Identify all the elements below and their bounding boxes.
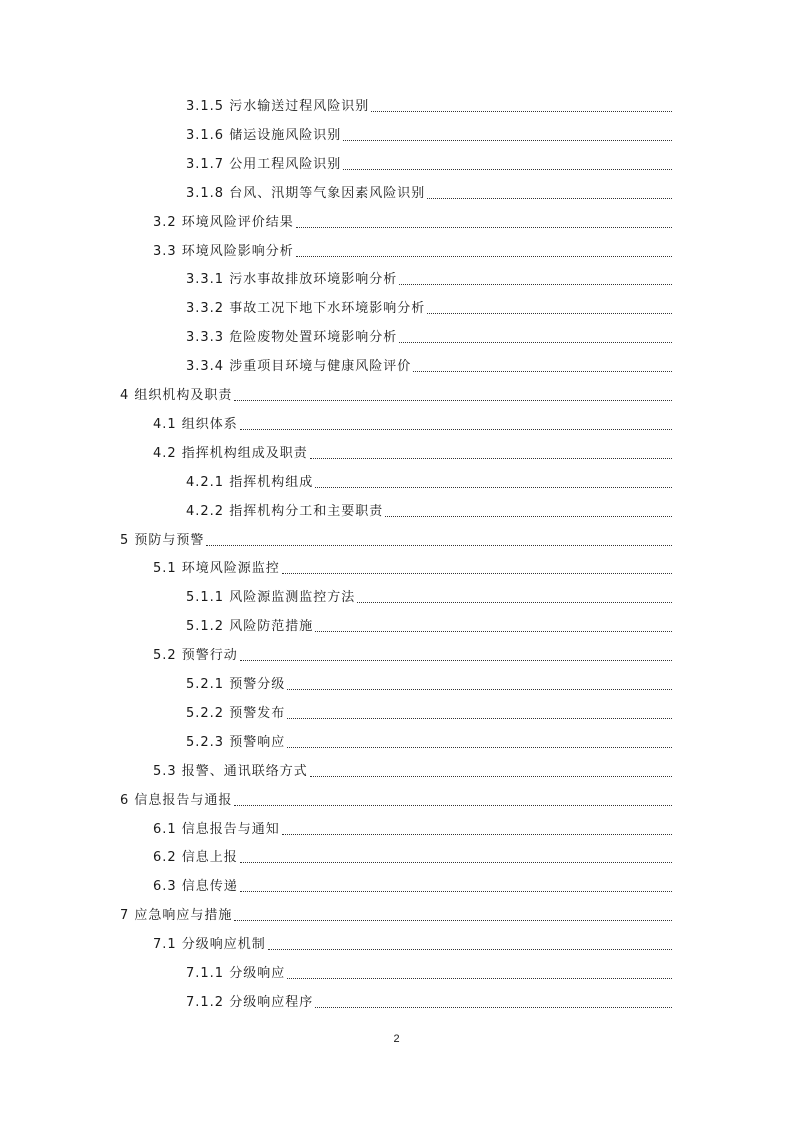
toc-entry[interactable] [153, 759, 672, 781]
dot-leader [296, 227, 672, 228]
toc-entry[interactable] [186, 701, 672, 723]
toc-entry-text: 5.2.2 预警发布 [186, 705, 286, 721]
toc-entry[interactable] [186, 499, 672, 521]
toc-entry[interactable] [153, 874, 672, 896]
toc-entry-text: 3.1.6 储运设施风险识别 [186, 127, 342, 143]
toc-entry[interactable] [153, 817, 672, 839]
dot-leader [240, 429, 672, 430]
toc-entry[interactable] [153, 845, 672, 867]
dot-leader [427, 313, 672, 314]
toc-entry-text: 5.2.3 预警响应 [186, 734, 286, 750]
toc-entry-text: 4.2.2 指挥机构分工和主要职责 [186, 503, 384, 519]
toc-entry-text: 6.1 信息报告与通知 [153, 821, 280, 837]
dot-leader [282, 834, 672, 835]
dot-leader [296, 256, 672, 257]
dot-leader [240, 660, 672, 661]
toc-entry[interactable] [186, 181, 672, 203]
dot-leader [399, 284, 672, 285]
dot-leader [287, 747, 672, 748]
toc-entry-text: 4.1 组织体系 [153, 416, 238, 432]
dot-leader [268, 949, 672, 950]
toc-entry-text: 3.1.5 污水输送过程风险识别 [186, 99, 370, 114]
toc-entry[interactable] [186, 730, 672, 752]
dot-leader [206, 545, 672, 546]
dot-leader [343, 169, 672, 170]
dot-leader [357, 602, 672, 603]
toc-entry[interactable] [153, 932, 672, 954]
toc-entry[interactable] [153, 441, 672, 463]
toc-entry-text: 5.2.1 预警分级 [186, 677, 286, 692]
toc-entry[interactable] [153, 239, 672, 261]
toc-entry[interactable] [186, 296, 672, 318]
toc-entry[interactable] [186, 123, 672, 145]
toc-entry[interactable] [186, 267, 672, 289]
dot-leader [399, 342, 672, 343]
toc-entry[interactable] [186, 614, 672, 636]
toc-entry[interactable] [186, 672, 672, 694]
dot-leader [234, 920, 672, 921]
dot-leader [315, 1007, 672, 1008]
toc-entry-text: 3.1.7 公用工程风险识别 [186, 156, 342, 172]
toc-entry-text: 4.2 指挥机构组成及职责 [153, 445, 308, 461]
dot-leader [240, 891, 672, 892]
dot-leader [234, 400, 672, 401]
dot-leader [343, 140, 672, 141]
toc-entry[interactable] [120, 528, 672, 550]
toc-entry-text: 5.1.1 风险源监测监控方法 [186, 590, 356, 606]
toc-entry-text: 5.1.2 风险防范措施 [186, 619, 314, 635]
toc-entry[interactable] [120, 788, 672, 810]
toc-entry-text: 7 应急响应与措施 [120, 908, 233, 924]
dot-leader [413, 371, 672, 372]
toc-entry-text: 3.3.2 事故工况下地下水环境影响分析 [186, 301, 426, 317]
dot-leader [234, 805, 672, 806]
toc-entry-text: 3.2 环境风险评价结果 [153, 214, 294, 230]
toc-entry-text: 5.3 报警、通讯联络方式 [153, 763, 308, 779]
toc-entry-text: 6.3 信息传递 [153, 879, 238, 895]
dot-leader [287, 718, 672, 719]
dot-leader [427, 198, 672, 199]
toc-entry-text: 4 组织机构及职责 [120, 388, 233, 403]
toc-entry[interactable] [153, 412, 672, 434]
dot-leader [385, 516, 672, 517]
toc-entry[interactable] [153, 210, 672, 232]
toc-entry-text: 3.1.8 台风、汛期等气象因素风险识别 [186, 185, 426, 201]
toc-entry-text: 3.3.3 危险废物处置环境影响分析 [186, 330, 398, 346]
toc-entry-text: 4.2.1 指挥机构组成 [186, 474, 314, 490]
toc-entry[interactable] [186, 585, 672, 607]
page-number: 2 [393, 1033, 400, 1045]
toc-entry-text: 6.2 信息上报 [153, 850, 238, 866]
dot-leader [287, 689, 672, 690]
toc-entry[interactable] [186, 325, 672, 347]
toc-entry[interactable] [120, 383, 672, 405]
toc-entry[interactable] [120, 903, 672, 925]
toc-entry-text: 7.1.2 分级响应程序 [186, 994, 314, 1010]
toc-entry-text: 3.3 环境风险影响分析 [153, 243, 294, 259]
toc-entry-text: 7.1 分级响应机制 [153, 937, 266, 953]
toc-entry[interactable] [186, 470, 672, 492]
toc-entry[interactable] [153, 556, 672, 578]
dot-leader [315, 631, 672, 632]
dot-leader [282, 573, 672, 574]
dot-leader [310, 458, 672, 459]
dot-leader [240, 862, 672, 863]
toc-entry[interactable] [186, 990, 672, 1012]
toc-entry[interactable] [153, 643, 672, 665]
dot-leader [315, 487, 672, 488]
toc-entry-text: 5.2 预警行动 [153, 648, 238, 664]
toc-entry[interactable] [186, 94, 672, 116]
dot-leader [310, 776, 672, 777]
dot-leader [287, 978, 672, 979]
toc-entry-text: 3.3.1 污水事故排放环境影响分析 [186, 272, 398, 288]
toc-entry[interactable] [186, 354, 672, 376]
toc-entry[interactable] [186, 152, 672, 174]
toc-entry-text: 6 信息报告与通报 [120, 792, 233, 808]
toc-entry-text: 5 预防与预警 [120, 532, 205, 548]
dot-leader [371, 111, 672, 112]
toc-entry-text: 5.1 环境风险源监控 [153, 561, 280, 577]
toc-entry-text: 3.3.4 涉重项目环境与健康风险评价 [186, 359, 412, 375]
toc-entry[interactable] [186, 961, 672, 983]
toc-entry-text: 7.1.1 分级响应 [186, 966, 286, 981]
